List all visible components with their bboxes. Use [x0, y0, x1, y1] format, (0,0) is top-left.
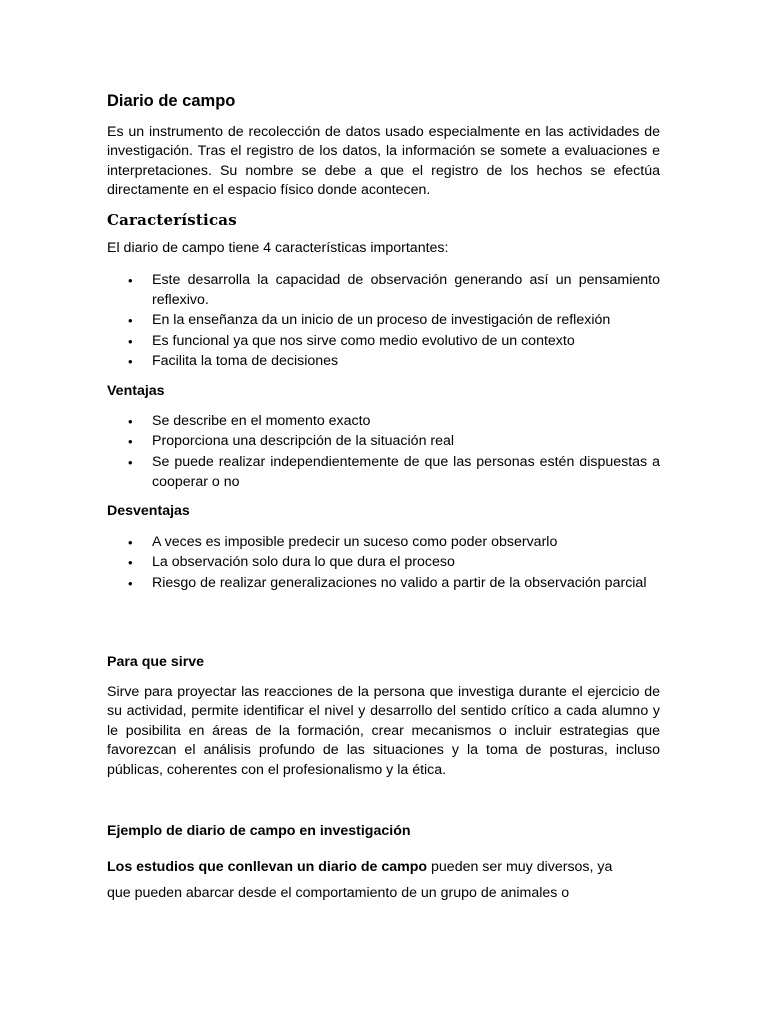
- bullet-icon: •: [128, 414, 133, 429]
- desventajas-list: [107, 533, 660, 594]
- bullet-icon: •: [128, 555, 133, 571]
- desventajas-heading: Desventajas: [107, 503, 190, 519]
- list-item-text: En la enseñanza da un inicio de un proceso de investigación de reflexión: [152, 312, 611, 329]
- caracteristicas-lead: El diario de campo tiene 4 características importantes:: [107, 240, 449, 256]
- bullet-icon: •: [128, 454, 133, 470]
- list-item-text: Riesgo de realizar generalizaciones no valido a partir de la observación parcial: [152, 574, 647, 591]
- list-item: [107, 533, 660, 553]
- para-que-sirve-heading: Para que sirve: [107, 654, 205, 670]
- bullet-icon: •: [128, 333, 133, 349]
- list-item: [107, 432, 660, 452]
- document-title: Diario de campo: [107, 92, 236, 110]
- bullet-icon: •: [128, 313, 133, 329]
- ejemplo-line1-rest: pueden ser muy diversos, ya: [427, 859, 613, 875]
- list-item-text: A veces es imposible predecir un suceso como poder observarlo: [152, 534, 558, 550]
- list-item-text: Se puede realizar independientemente de que las personas estén dispuestas a cooperar o no: [152, 453, 660, 490]
- ventajas-list: [107, 412, 660, 493]
- list-item: [107, 553, 660, 573]
- bullet-icon: •: [128, 575, 133, 591]
- para-que-sirve-paragraph: Sirve para proyectar las reacciones de la persona que investiga durante el ejercicio de su actividad, permite identificar el nivel y desarrollo del sentido crítico a cada alumno y le posibilita en áreas de la formación, crear mecanismos o incluir estrategias que favorezcan el análisis profundo de las situaciones y la toma de posturas, incluso públicas, coherentes con el profesionalismo y la ética.: [107, 684, 660, 778]
- list-item: [107, 574, 660, 594]
- ejemplo-heading: Ejemplo de diario de campo en investigación: [107, 823, 411, 839]
- bullet-icon: •: [128, 353, 133, 369]
- list-item: [107, 311, 660, 331]
- ejemplo-bold-lead: Los estudios que conllevan un diario de campo: [107, 859, 428, 875]
- bullet-icon: •: [128, 434, 133, 450]
- ejemplo-line2: que pueden abarcar desde el comportamiento de un grupo de animales o: [107, 885, 570, 901]
- list-item-text: Proporciona una descripción de la situación real: [152, 433, 455, 450]
- list-item: [107, 412, 660, 432]
- list-item: [107, 352, 660, 372]
- list-item-text: Es funcional ya que nos sirve como medio evolutivo de un contexto: [152, 332, 575, 349]
- caracteristicas-list: [107, 271, 660, 372]
- list-item-text: La observación solo dura lo que dura el proceso: [152, 554, 455, 571]
- list-item-text: Facilita la toma de decisiones: [152, 352, 339, 369]
- bullet-icon: •: [128, 535, 133, 550]
- list-item-text: Se describe en el momento exacto: [152, 413, 371, 429]
- list-item-text: Este desarrolla la capacidad de observación generando así un pensamiento reflexivo.: [152, 272, 660, 308]
- intro-paragraph: Es un instrumento de recolección de datos usado especialmente en las actividades de investigación. Tras el registro de los datos, la información se somete a evaluaciones e interpretaciones. Su nombre se debe a que el registro de los hechos se efectúa directamente en el espacio físico donde acontecen.: [107, 124, 660, 199]
- caracteristicas-heading: Características: [107, 211, 237, 229]
- list-item: [107, 332, 660, 352]
- bullet-icon: •: [128, 273, 133, 288]
- list-item: [107, 271, 660, 311]
- ventajas-heading: Ventajas: [107, 383, 165, 399]
- ejemplo-paragraph: [107, 854, 660, 906]
- list-item: [107, 453, 660, 493]
